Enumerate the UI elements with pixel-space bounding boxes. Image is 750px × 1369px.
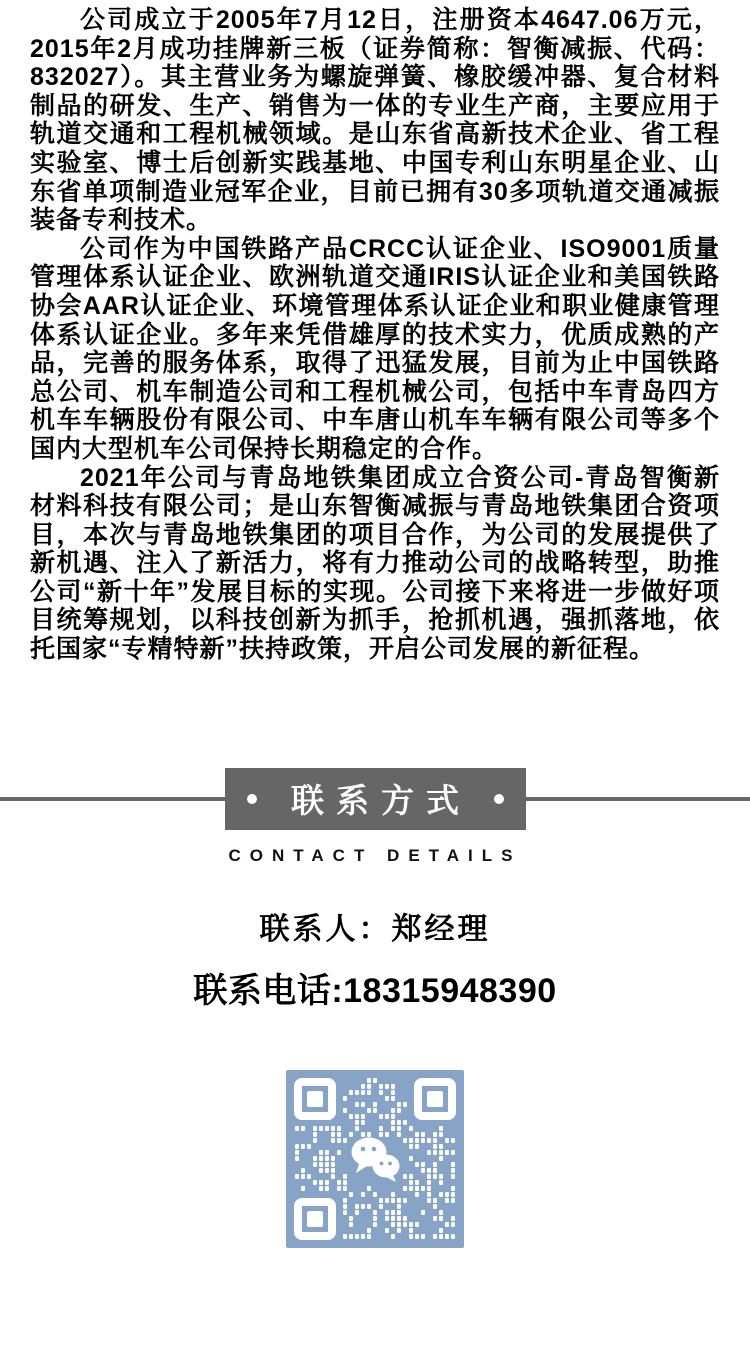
qr-module xyxy=(439,1180,444,1185)
qr-module xyxy=(433,1168,438,1173)
qr-module xyxy=(415,1222,420,1227)
qr-module xyxy=(415,1162,420,1167)
qr-module xyxy=(445,1192,450,1197)
qr-module xyxy=(451,1168,456,1173)
intro-paragraph-1: 公司成立于2005年7月12日，注册资本4647.06万元，2015年2月成功挂牌新三板（证券简称：智衡减振、代码：832027）。其主营业务为螺旋弹簧、橡胶缓冲器、复合材料制品的研发、生产、销售为一体的专业生产商，主要应用于轨道交通和工程机械领域。是山东省高新技术企业、省工程实验室、博士后创新实践基地、中国专利山东明星企业、山东省单项制造业冠军企业，目前已拥有30多项轨道交通减振装备专利技术。 xyxy=(30,6,720,235)
qr-module xyxy=(391,1198,396,1203)
qr-module xyxy=(433,1162,438,1167)
qr-module xyxy=(451,1162,456,1167)
qr-module xyxy=(439,1234,444,1239)
qr-module xyxy=(319,1126,324,1131)
qr-module xyxy=(355,1234,360,1239)
qr-module xyxy=(385,1198,390,1203)
wechat-qr-code xyxy=(286,1070,464,1248)
qr-module xyxy=(433,1150,438,1155)
qr-module xyxy=(319,1180,324,1185)
qr-module xyxy=(409,1144,414,1149)
qr-module xyxy=(307,1144,312,1149)
qr-module xyxy=(397,1228,402,1233)
qr-finder-top-left-icon xyxy=(294,1078,336,1120)
qr-module xyxy=(403,1102,408,1107)
qr-module xyxy=(385,1210,390,1215)
qr-module xyxy=(295,1174,300,1179)
qr-module xyxy=(439,1132,444,1137)
qr-module xyxy=(319,1150,324,1155)
qr-module xyxy=(409,1126,414,1131)
qr-module xyxy=(421,1162,426,1167)
qr-module xyxy=(337,1132,342,1137)
qr-module xyxy=(313,1180,318,1185)
qr-module xyxy=(373,1216,378,1221)
qr-module xyxy=(409,1186,414,1191)
qr-module xyxy=(391,1210,396,1215)
qr-module xyxy=(439,1150,444,1155)
qr-module xyxy=(319,1156,324,1161)
qr-module xyxy=(397,1126,402,1131)
qr-module xyxy=(409,1138,414,1143)
qr-code-area xyxy=(0,1070,750,1248)
contact-phone: 联系电话:18315948390 xyxy=(193,971,557,1010)
qr-module xyxy=(385,1228,390,1233)
qr-module xyxy=(403,1120,408,1125)
qr-module xyxy=(445,1234,450,1239)
qr-module xyxy=(421,1210,426,1215)
qr-module xyxy=(373,1102,378,1107)
qr-module xyxy=(415,1138,420,1143)
qr-module xyxy=(367,1186,372,1191)
qr-module xyxy=(439,1126,444,1131)
qr-module xyxy=(403,1222,408,1227)
qr-module xyxy=(439,1192,444,1197)
qr-module xyxy=(379,1090,384,1095)
contact-subtitle: CONTACT DETAILS xyxy=(228,845,522,865)
qr-module xyxy=(301,1174,306,1179)
qr-module xyxy=(349,1234,354,1239)
qr-module xyxy=(391,1108,396,1113)
qr-module xyxy=(325,1168,330,1173)
qr-module xyxy=(349,1090,354,1095)
qr-module xyxy=(331,1174,336,1179)
qr-module xyxy=(373,1192,378,1197)
qr-module xyxy=(451,1234,456,1239)
qr-module xyxy=(421,1186,426,1191)
qr-module xyxy=(439,1210,444,1215)
qr-module xyxy=(301,1126,306,1131)
qr-module xyxy=(409,1234,414,1239)
qr-module xyxy=(391,1222,396,1227)
qr-module xyxy=(295,1126,300,1131)
qr-module xyxy=(409,1180,414,1185)
qr-module xyxy=(343,1186,348,1191)
qr-module xyxy=(451,1198,456,1203)
qr-module xyxy=(313,1162,318,1167)
qr-module xyxy=(331,1138,336,1143)
qr-module xyxy=(391,1126,396,1131)
qr-module xyxy=(433,1132,438,1137)
qr-module xyxy=(403,1216,408,1221)
qr-module xyxy=(349,1114,354,1119)
qr-module xyxy=(445,1222,450,1227)
qr-module xyxy=(421,1138,426,1143)
qr-module xyxy=(451,1186,456,1191)
qr-module xyxy=(433,1234,438,1239)
qr-module xyxy=(373,1210,378,1215)
qr-module xyxy=(331,1168,336,1173)
qr-module xyxy=(415,1192,420,1197)
qr-module xyxy=(445,1198,450,1203)
qr-module xyxy=(331,1132,336,1137)
qr-module xyxy=(319,1162,324,1167)
qr-module xyxy=(325,1162,330,1167)
qr-module xyxy=(439,1228,444,1233)
qr-module xyxy=(409,1156,414,1161)
qr-module xyxy=(409,1222,414,1227)
qr-module xyxy=(439,1216,444,1221)
qr-module xyxy=(397,1210,402,1215)
qr-module xyxy=(451,1138,456,1143)
qr-module xyxy=(361,1234,366,1239)
qr-module xyxy=(355,1114,360,1119)
qr-module xyxy=(313,1126,318,1131)
qr-module xyxy=(367,1084,372,1089)
qr-module xyxy=(313,1138,318,1143)
contact-section-header xyxy=(0,768,750,830)
qr-module xyxy=(325,1126,330,1131)
qr-module xyxy=(361,1204,366,1209)
qr-module xyxy=(421,1234,426,1239)
qr-module xyxy=(355,1126,360,1131)
qr-module xyxy=(373,1222,378,1227)
qr-module xyxy=(433,1138,438,1143)
qr-module xyxy=(319,1168,324,1173)
contact-person: 联系人：郑经理 xyxy=(259,912,491,946)
qr-module xyxy=(343,1234,348,1239)
qr-module xyxy=(427,1198,432,1203)
qr-module xyxy=(433,1144,438,1149)
qr-module xyxy=(379,1084,384,1089)
qr-module xyxy=(307,1174,312,1179)
contact-title-box xyxy=(225,768,526,830)
qr-module xyxy=(337,1126,342,1131)
qr-module xyxy=(301,1144,306,1149)
qr-module xyxy=(337,1186,342,1191)
qr-module xyxy=(445,1150,450,1155)
qr-module xyxy=(427,1180,432,1185)
qr-module xyxy=(343,1204,348,1209)
qr-module xyxy=(373,1078,378,1083)
qr-module xyxy=(397,1108,402,1113)
qr-module xyxy=(373,1108,378,1113)
qr-finder-bottom-left-icon xyxy=(294,1198,336,1240)
qr-module xyxy=(379,1126,384,1131)
qr-module xyxy=(355,1120,360,1125)
qr-module xyxy=(367,1228,372,1233)
qr-module xyxy=(427,1138,432,1143)
qr-module xyxy=(355,1204,360,1209)
qr-module xyxy=(301,1186,306,1191)
qr-module xyxy=(391,1192,396,1197)
qr-module xyxy=(397,1102,402,1107)
qr-module xyxy=(319,1186,324,1191)
qr-module xyxy=(313,1132,318,1137)
qr-module xyxy=(415,1144,420,1149)
qr-module xyxy=(325,1150,330,1155)
qr-module xyxy=(391,1114,396,1119)
qr-module xyxy=(361,1102,366,1107)
qr-module xyxy=(433,1216,438,1221)
qr-module xyxy=(433,1198,438,1203)
qr-module xyxy=(415,1180,420,1185)
qr-module xyxy=(361,1114,366,1119)
bullet-dot-left-icon xyxy=(247,794,257,804)
qr-module xyxy=(403,1186,408,1191)
qr-module xyxy=(385,1096,390,1101)
qr-module xyxy=(385,1084,390,1089)
qr-module xyxy=(355,1102,360,1107)
qr-module xyxy=(361,1192,366,1197)
qr-module xyxy=(391,1120,396,1125)
qr-module xyxy=(367,1234,372,1239)
qr-module xyxy=(343,1210,348,1215)
qr-module xyxy=(367,1204,372,1209)
qr-module xyxy=(379,1204,384,1209)
qr-module xyxy=(451,1150,456,1155)
qr-module xyxy=(349,1192,354,1197)
qr-module xyxy=(445,1138,450,1143)
qr-module xyxy=(349,1216,354,1221)
qr-module xyxy=(379,1198,384,1203)
qr-module xyxy=(451,1222,456,1227)
qr-module xyxy=(343,1198,348,1203)
qr-module xyxy=(427,1174,432,1179)
qr-module xyxy=(313,1156,318,1161)
qr-module xyxy=(295,1144,300,1149)
qr-module xyxy=(409,1174,414,1179)
qr-module xyxy=(343,1096,348,1101)
qr-module xyxy=(439,1156,444,1161)
qr-module xyxy=(427,1186,432,1191)
qr-module xyxy=(397,1216,402,1221)
qr-module xyxy=(367,1090,372,1095)
qr-module xyxy=(385,1114,390,1119)
qr-module xyxy=(325,1180,330,1185)
qr-module xyxy=(391,1084,396,1089)
qr-module xyxy=(439,1144,444,1149)
qr-module xyxy=(397,1204,402,1209)
contact-title: 联系方式 xyxy=(291,782,471,820)
qr-module xyxy=(433,1174,438,1179)
qr-module xyxy=(301,1168,306,1173)
qr-module xyxy=(379,1114,384,1119)
qr-module xyxy=(361,1084,366,1089)
qr-module xyxy=(355,1210,360,1215)
qr-module xyxy=(331,1126,336,1131)
qr-module xyxy=(397,1198,402,1203)
qr-module xyxy=(391,1216,396,1221)
qr-module xyxy=(415,1132,420,1137)
qr-module xyxy=(439,1174,444,1179)
qr-finder-top-right-icon xyxy=(414,1078,456,1120)
qr-module xyxy=(451,1174,456,1179)
qr-module xyxy=(367,1108,372,1113)
qr-module xyxy=(367,1078,372,1083)
qr-module xyxy=(337,1180,342,1185)
qr-module xyxy=(349,1222,354,1227)
qr-module xyxy=(427,1192,432,1197)
qr-module xyxy=(361,1120,366,1125)
qr-module xyxy=(331,1162,336,1167)
qr-module xyxy=(331,1156,336,1161)
qr-module xyxy=(427,1150,432,1155)
qr-module xyxy=(433,1204,438,1209)
qr-module xyxy=(391,1234,396,1239)
qr-module xyxy=(409,1228,414,1233)
intro-paragraph-3: 2021年公司与青岛地铁集团成立合资公司-青岛智衡新材料科技有限公司；是山东智衡减振与青岛地铁集团合资项目，本次与青岛地铁集团的项目合作，为公司的发展提供了新机遇、注入了新活力，将有力推动公司的战略转型，助推公司“新十年”发展目标的实现。公司接下来将进一步做好项目统筹规划，以科技创新为抓手，抢抓机遇，强抓落地，依托国家“专精特新”扶持政策，开启公司发展的新征程。 xyxy=(30,463,720,664)
qr-module xyxy=(415,1234,420,1239)
qr-module xyxy=(451,1216,456,1221)
qr-module xyxy=(421,1132,426,1137)
qr-module xyxy=(451,1192,456,1197)
qr-module xyxy=(355,1090,360,1095)
company-intro xyxy=(0,0,750,664)
qr-module xyxy=(403,1198,408,1203)
qr-module xyxy=(415,1186,420,1191)
qr-module xyxy=(427,1168,432,1173)
qr-module xyxy=(337,1138,342,1143)
wechat-logo-icon xyxy=(346,1135,404,1183)
qr-module xyxy=(421,1168,426,1173)
qr-module xyxy=(361,1090,366,1095)
qr-module xyxy=(295,1156,300,1161)
qr-module xyxy=(343,1108,348,1113)
qr-module xyxy=(391,1096,396,1101)
qr-module xyxy=(325,1186,330,1191)
qr-module xyxy=(391,1090,396,1095)
qr-module xyxy=(397,1120,402,1125)
bullet-dot-right-icon xyxy=(494,794,504,804)
qr-module xyxy=(325,1156,330,1161)
qr-module xyxy=(397,1222,402,1227)
qr-module xyxy=(295,1150,300,1155)
qr-module xyxy=(337,1150,342,1155)
qr-module xyxy=(385,1216,390,1221)
intro-paragraph-2: 公司作为中国铁路产品CRCC认证企业、ISO9001质量管理体系认证企业、欧洲轨道交通IRIS认证企业和美国铁路协会AAR认证企业、环境管理体系认证企业和职业健康管理体系认证企业。多年来凭借雄厚的技术实力，优质成熟的产品，完善的服务体系，取得了迅猛发展，目前为止中国铁路总公司、机车制造公司和工程机械公司，包括中车青岛四方机车车辆股份有限公司、中车唐山机车车辆有限公司等多个国内大型机车公司保持长期稳定的合作。 xyxy=(30,234,720,463)
